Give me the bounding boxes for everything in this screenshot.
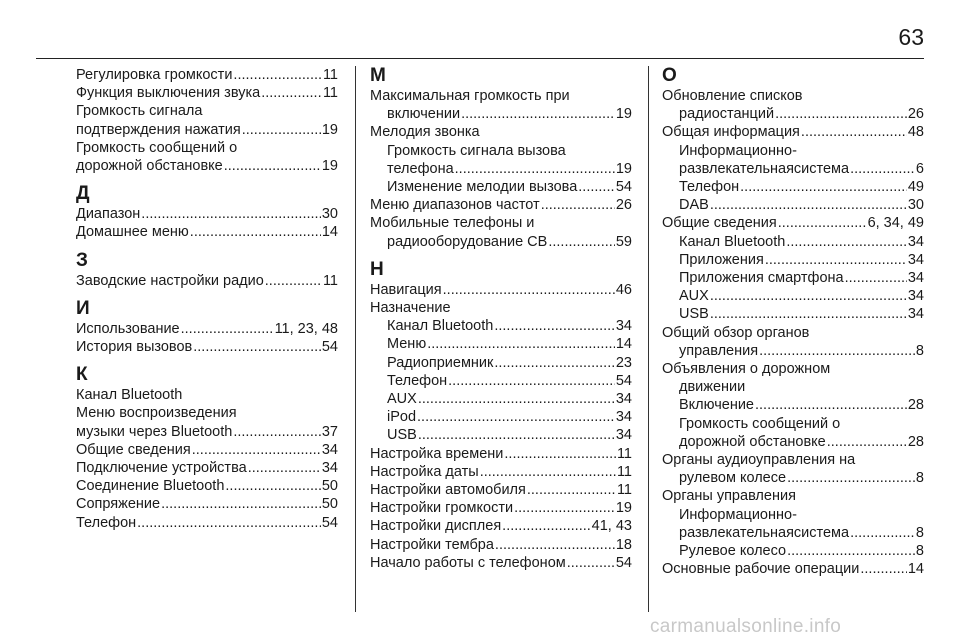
leader-dots (193, 338, 321, 356)
leader-dots (494, 354, 614, 372)
leader-dots (242, 121, 321, 139)
index-entry-text: Назначение (370, 300, 451, 317)
index-entry[interactable] (370, 372, 632, 390)
leader-dots (427, 335, 615, 353)
index-entry[interactable] (76, 495, 338, 513)
index-entry-text: Настройки тембра (370, 536, 494, 553)
index-entry-page: 59 (615, 233, 632, 250)
index-entry[interactable] (370, 160, 632, 178)
index-entry-page: 54 (615, 554, 632, 571)
index-entry[interactable] (662, 542, 924, 560)
index-entry[interactable] (76, 121, 338, 139)
index-entry-text: Меню (387, 336, 427, 353)
leader-dots (850, 524, 915, 542)
leader-dots (495, 536, 615, 554)
index-entry-page: 6 (915, 160, 924, 177)
index-entry[interactable] (662, 251, 924, 269)
index-entry[interactable] (370, 390, 632, 408)
leader-dots (225, 477, 320, 495)
leader-dots (759, 342, 915, 360)
index-entry-page: 28 (907, 433, 924, 450)
index-entry-text: Канал Bluetooth (387, 318, 494, 335)
index-entry-page: 34 (321, 460, 338, 477)
index-entry-page: 19 (615, 500, 632, 517)
index-entry-page: 34 (907, 288, 924, 305)
index-letter-heading: Д (76, 183, 90, 205)
index-entry-page: 8 (915, 524, 924, 541)
index-entry[interactable] (370, 517, 632, 535)
leader-dots (248, 459, 321, 477)
index-entry-text: развлекательнаясистема (679, 524, 850, 541)
index-entry-page: 34 (907, 306, 924, 323)
column-divider (355, 66, 356, 612)
index-column-2 (370, 66, 632, 572)
index-entry-page: 11 (616, 463, 632, 480)
index-entry-text: Органы управления (662, 488, 796, 505)
index-entry-page: 8 (915, 470, 924, 487)
index-entry[interactable] (370, 87, 632, 105)
index-entry-text: Домашнее меню (76, 224, 189, 241)
index-entry-text: Навигация (370, 281, 442, 298)
index-entry[interactable] (662, 396, 924, 414)
index-entry-text: радиостанций (679, 106, 775, 123)
index-entry-text: Регулировка громкости (76, 67, 233, 83)
index-column-3 (662, 66, 924, 578)
index-entry-page: 19 (321, 158, 338, 175)
leader-dots (787, 542, 915, 560)
index-entry[interactable] (370, 178, 632, 196)
index-entry-text: iPod (387, 409, 417, 426)
index-entry[interactable] (662, 360, 924, 378)
index-entry-text: USB (679, 306, 709, 323)
index-entry-text: Общие сведения (662, 215, 777, 232)
index-entry-page: 37 (321, 423, 338, 440)
leader-dots (740, 178, 907, 196)
index-entry[interactable] (370, 554, 632, 572)
index-entry[interactable] (76, 441, 338, 459)
leader-dots (778, 214, 867, 232)
index-entry-text: Максимальная громкость при (370, 88, 570, 104)
index-entry-text: Функция выключения звука (76, 85, 261, 102)
index-entry-text: История вызовов (76, 339, 193, 356)
index-entry-text: AUX (679, 288, 709, 305)
index-entry-text: Телефон (679, 179, 740, 196)
index-entry-page: 54 (615, 372, 632, 389)
index-entry[interactable] (662, 433, 924, 451)
index-entry-text: Использование (76, 320, 180, 337)
index-entry[interactable] (370, 426, 632, 444)
index-entry[interactable] (662, 196, 924, 214)
index-entry-text: Начало работы с телефоном (370, 554, 566, 571)
index-entry-page: 26 (615, 197, 632, 214)
index-entry[interactable] (370, 317, 632, 335)
leader-dots (233, 423, 321, 441)
index-entry-text: USB (387, 427, 417, 444)
leader-dots (443, 281, 615, 299)
index-entry-text: Объявления о дорожном (662, 361, 831, 378)
index-entry-text: дорожной обстановке (679, 433, 826, 450)
index-entry[interactable] (76, 102, 338, 120)
leader-dots (502, 517, 591, 535)
index-entry-text: Канал Bluetooth (76, 387, 183, 404)
index-entry[interactable] (370, 233, 632, 251)
index-entry-text: рулевом колесе (679, 470, 787, 487)
index-entry-text: включении (387, 106, 461, 123)
index-entry[interactable] (370, 214, 632, 232)
index-entry-text: Мобильные телефоны и (370, 215, 535, 232)
index-entry[interactable] (370, 299, 632, 317)
leader-dots (514, 499, 615, 517)
index-entry-page: 50 (321, 496, 338, 513)
index-entry-page: 34 (321, 441, 338, 458)
index-entry-page: 14 (907, 561, 924, 578)
index-entry-page: 8 (915, 342, 924, 359)
index-entry[interactable] (370, 536, 632, 554)
index-entry[interactable] (662, 324, 924, 342)
leader-dots (578, 178, 615, 196)
page-number: 63 (898, 24, 924, 50)
leader-dots (710, 287, 907, 305)
index-entry-page: 23 (615, 354, 632, 371)
index-entry-page: 34 (907, 270, 924, 287)
index-letter-heading: М (370, 65, 386, 86)
index-entry[interactable] (76, 477, 338, 495)
index-entry-text: Общий обзор органов (662, 324, 810, 341)
index-entry[interactable] (76, 423, 338, 441)
column-divider (648, 66, 649, 612)
leader-dots (233, 66, 322, 84)
index-entry-page: 54 (615, 179, 632, 196)
index-entry[interactable] (370, 445, 632, 463)
index-entry-text: AUX (387, 391, 417, 408)
index-entry[interactable] (370, 335, 632, 353)
index-entry-text: Телефон (387, 372, 448, 389)
leader-dots (265, 272, 322, 290)
index-letter-heading: З (76, 249, 88, 271)
index-entry-page: 19 (321, 121, 338, 138)
index-entry-text: Настройка даты (370, 463, 479, 480)
index-entry-text: Громкость сигнала вызова (387, 142, 566, 159)
leader-dots (190, 223, 321, 241)
leader-dots (480, 463, 616, 481)
index-entry[interactable] (662, 451, 924, 469)
index-entry-page: 30 (907, 197, 924, 214)
index-entry[interactable] (76, 139, 338, 157)
index-entry-text: Приложения смартфона (679, 270, 844, 287)
index-entry-page: 48 (907, 124, 924, 141)
index-entry-text: Подключение устройства (76, 460, 247, 477)
leader-dots (261, 84, 322, 102)
index-entry[interactable] (662, 342, 924, 360)
index-entry-page: 11, 23, 48 (274, 320, 338, 337)
index-column-1 (76, 66, 338, 532)
index-entry[interactable] (662, 487, 924, 505)
index-entry[interactable] (662, 469, 924, 487)
index-entry-text: Меню воспроизведения (76, 405, 237, 422)
index-entry-text: Громкость сообщений о (76, 139, 238, 156)
index-entry-text: Диапазон (76, 206, 141, 223)
index-entry-text: Настройка времени (370, 445, 504, 462)
leader-dots (137, 514, 321, 532)
index-entry-text: Меню диапазонов частот (370, 197, 540, 214)
index-entry-page: 34 (615, 391, 632, 408)
index-entry[interactable] (370, 354, 632, 372)
index-entry-text: Включение (679, 397, 754, 414)
index-entry-text: управления (679, 342, 759, 359)
index-entry-page: 34 (615, 318, 632, 335)
index-entry-page: 14 (321, 224, 338, 241)
leader-dots (850, 160, 915, 178)
index-entry-text: движении (679, 379, 746, 396)
index-entry-page: 26 (907, 106, 924, 123)
leader-dots (141, 205, 321, 223)
index-entry-page: 30 (321, 206, 338, 223)
index-entry[interactable] (76, 223, 338, 241)
index-letter-heading: Н (370, 258, 384, 280)
index-entry-text: Заводские настройки радио (76, 272, 264, 289)
index-entry-text: Рулевое колесо (679, 543, 787, 560)
index-entry-text: Сопряжение (76, 496, 161, 513)
index-entry[interactable] (76, 272, 338, 290)
index-entry[interactable] (662, 269, 924, 287)
index-entry[interactable] (76, 459, 338, 477)
index-entry-page: 46 (615, 281, 632, 298)
leader-dots (801, 123, 907, 141)
index-entry-text: Обновление списков (662, 88, 803, 104)
index-entry[interactable] (662, 524, 924, 542)
index-entry[interactable] (662, 506, 924, 524)
leader-dots (448, 372, 615, 390)
index-entry-page: 34 (907, 233, 924, 250)
index-entry-page: 14 (615, 336, 632, 353)
index-entry[interactable] (662, 233, 924, 251)
index-entry[interactable] (662, 378, 924, 396)
leader-dots (787, 469, 915, 487)
index-entry-page: 28 (907, 397, 924, 414)
index-entry-page: 8 (915, 543, 924, 560)
leader-dots (494, 317, 615, 335)
index-entry-page: 54 (321, 514, 338, 531)
leader-dots (786, 233, 907, 251)
index-entry-text: Настройки автомобиля (370, 482, 526, 499)
index-entry-page: 34 (615, 427, 632, 444)
index-entry[interactable] (662, 214, 924, 232)
index-entry[interactable] (662, 287, 924, 305)
leader-dots (527, 481, 616, 499)
index-entry-page: 19 (615, 160, 632, 177)
index-entry-text: Приложения (679, 251, 764, 268)
leader-dots (755, 396, 907, 414)
index-entry-text: Информационно- (679, 506, 797, 523)
leader-dots (504, 445, 616, 463)
leader-dots (461, 105, 615, 123)
index-entry-text: Основные рабочие операции (662, 561, 860, 578)
index-entry[interactable] (662, 560, 924, 578)
index-entry-text: Общая информация (662, 124, 800, 141)
index-entry-page: 41, 43 (591, 518, 632, 535)
index-entry-text: Канал Bluetooth (679, 233, 786, 250)
leader-dots (181, 320, 274, 338)
index-entry-text: Радиоприемник (387, 354, 494, 371)
index-entry[interactable] (662, 87, 924, 105)
leader-dots (710, 305, 907, 323)
index-entry-text: Общие сведения (76, 441, 191, 458)
index-entry-text: развлекательнаясистема (679, 160, 850, 177)
index-entry[interactable] (370, 105, 632, 123)
index-entry-text: DAB (679, 197, 709, 214)
leader-dots (567, 554, 615, 572)
index-entry-page: 50 (321, 478, 338, 495)
leader-dots (417, 408, 615, 426)
index-entry-text: телефона (387, 160, 454, 177)
index-entry-page: 11 (616, 445, 632, 462)
index-entry[interactable] (370, 463, 632, 481)
index-entry-page: 18 (615, 536, 632, 553)
index-entry-page: 11 (322, 85, 338, 102)
leader-dots (224, 157, 321, 175)
index-entry[interactable] (370, 408, 632, 426)
leader-dots (548, 233, 615, 251)
index-entry[interactable] (662, 160, 924, 178)
index-entry-text: радиооборудование CB (387, 233, 548, 250)
watermark: carmanualsonline.info (650, 616, 842, 637)
index-entry-text: Информационно- (679, 142, 797, 159)
index-entry[interactable] (370, 281, 632, 299)
index-entry-text: Телефон (76, 514, 137, 531)
leader-dots (418, 390, 615, 408)
index-entry-page: 6, 34, 49 (867, 215, 924, 232)
leader-dots (845, 269, 907, 287)
index-entry-text: Мелодия звонка (370, 124, 480, 141)
index-entry[interactable] (662, 105, 924, 123)
index-entry-page: 49 (907, 179, 924, 196)
index-letter-heading: О (662, 65, 677, 86)
index-entry[interactable] (662, 142, 924, 160)
index-entry-text: подтверждения нажатия (76, 121, 241, 138)
index-entry-text: Настройки громкости (370, 500, 514, 517)
index-entry[interactable] (662, 305, 924, 323)
index-entry-text: Органы аудиоуправления на (662, 452, 856, 469)
index-letter-heading: И (76, 297, 90, 319)
index-entry-page: 34 (907, 251, 924, 268)
leader-dots (775, 105, 907, 123)
index-entry[interactable] (662, 415, 924, 433)
index-entry[interactable] (370, 499, 632, 517)
leader-dots (710, 196, 907, 214)
leader-dots (192, 441, 321, 459)
index-entry-page: 34 (615, 409, 632, 426)
index-entry[interactable] (370, 196, 632, 214)
index-letter-heading: К (76, 364, 88, 386)
leader-dots (418, 426, 615, 444)
leader-dots (541, 196, 615, 214)
index-entry[interactable] (76, 514, 338, 532)
index-entry-text: музыки через Bluetooth (76, 423, 233, 440)
index-entry-text: дорожной обстановке (76, 158, 223, 175)
index-entry-page: 11 (322, 67, 338, 83)
index-entry[interactable] (76, 84, 338, 102)
index-entry[interactable] (76, 205, 338, 223)
header-rule (36, 58, 924, 59)
index-entry[interactable] (76, 157, 338, 175)
index-entry[interactable] (662, 178, 924, 196)
leader-dots (765, 251, 907, 269)
index-entry[interactable] (370, 123, 632, 141)
index-entry-text: Настройки дисплея (370, 518, 502, 535)
index-entry-text: Громкость сообщений о (679, 415, 841, 432)
index-entry[interactable] (76, 338, 338, 356)
index-entry[interactable] (662, 123, 924, 141)
index-entry-page: 11 (322, 272, 338, 289)
leader-dots (860, 560, 906, 578)
index-entry[interactable] (370, 142, 632, 160)
index-entry-page: 54 (321, 339, 338, 356)
index-entry[interactable] (76, 404, 338, 422)
index-entry-page: 19 (615, 106, 632, 123)
leader-dots (827, 433, 907, 451)
index-entry[interactable] (76, 66, 338, 84)
index-entry[interactable] (76, 386, 338, 404)
index-entry[interactable] (370, 481, 632, 499)
index-entry-text: Соединение Bluetooth (76, 478, 225, 495)
index-entry-text: Изменение мелодии вызова (387, 179, 578, 196)
index-entry-text: Громкость сигнала (76, 103, 203, 120)
leader-dots (455, 160, 615, 178)
index-entry-page: 11 (616, 482, 632, 499)
leader-dots (161, 495, 321, 513)
index-entry[interactable] (76, 320, 338, 338)
